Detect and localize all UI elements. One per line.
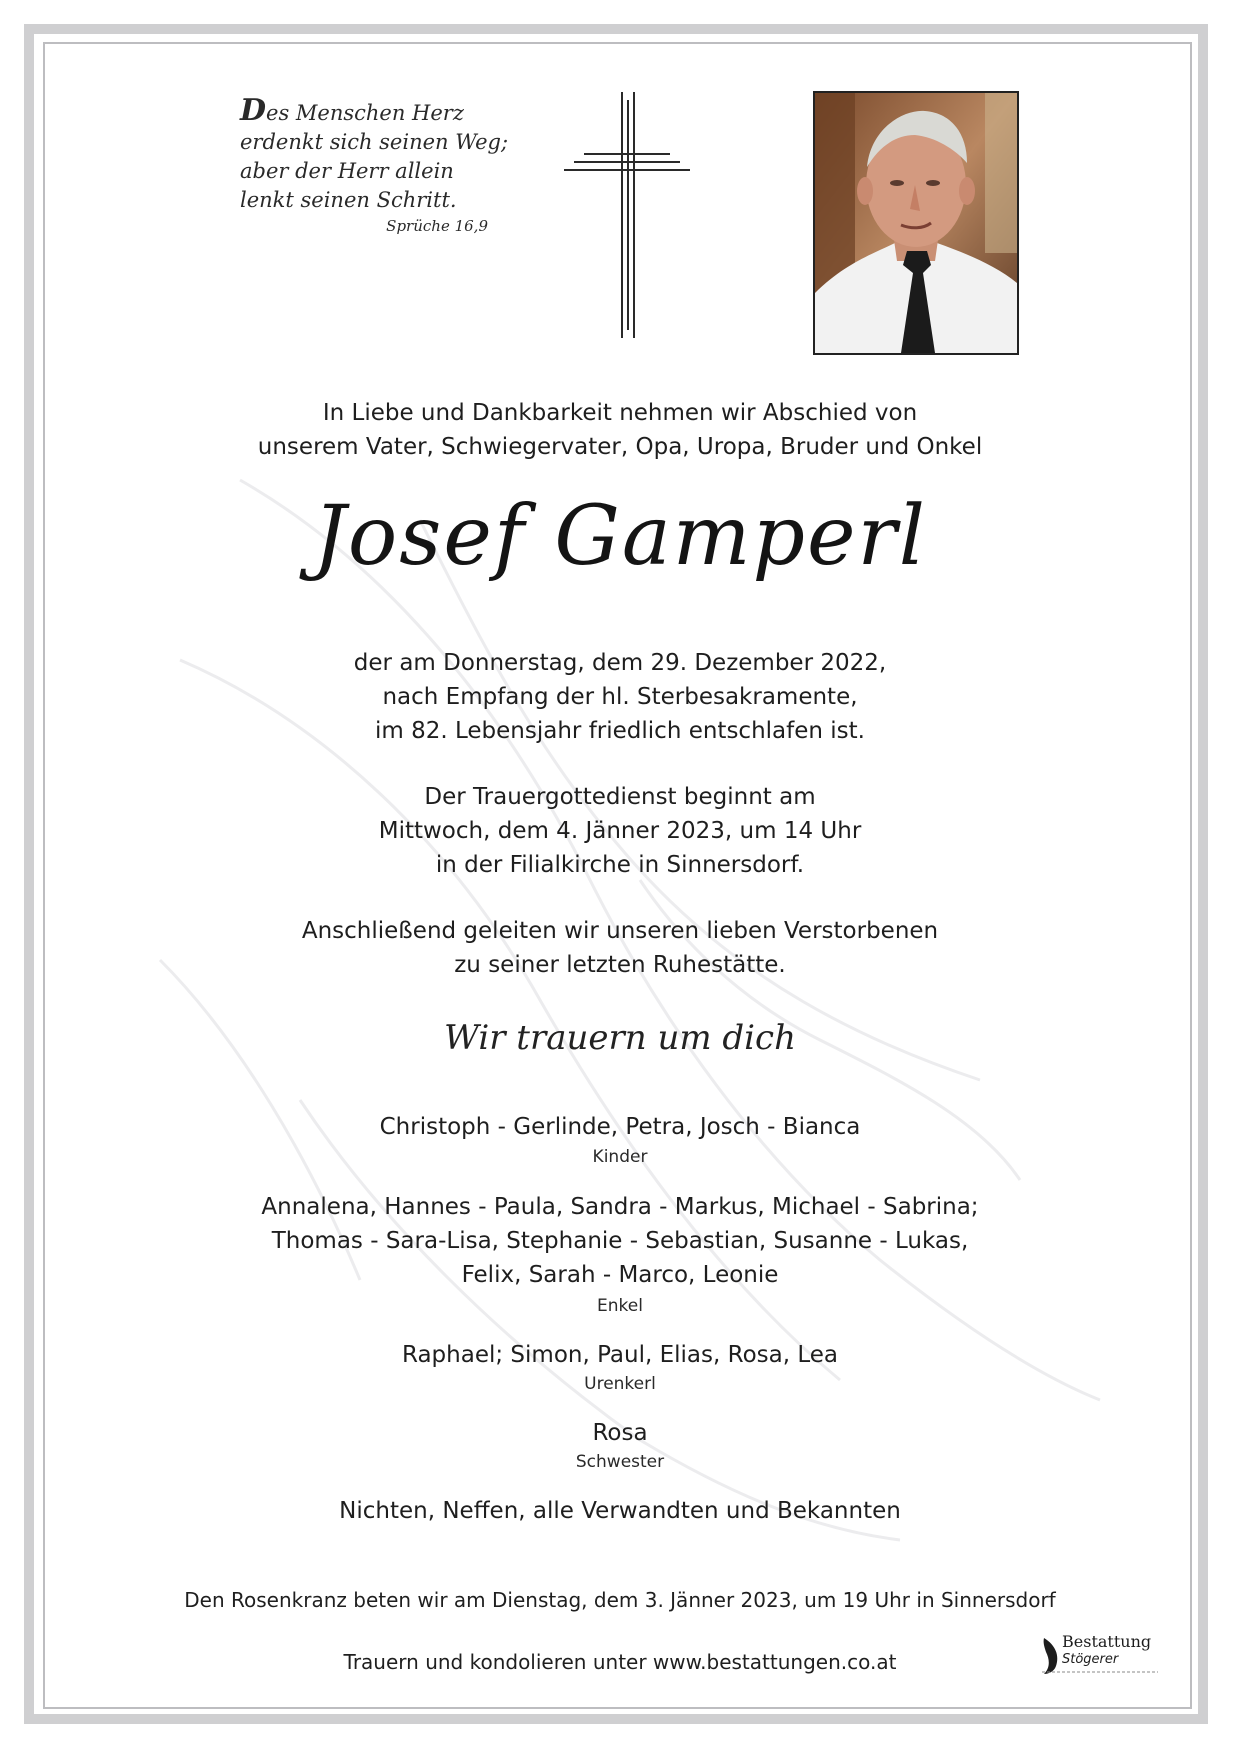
service-line-1: Der Trauergottedienst beginnt am	[424, 784, 816, 810]
portrait-photo	[813, 91, 1019, 355]
logo-line-2: Stögerer	[1062, 1652, 1119, 1667]
death-line-1: der am Donnerstag, dem 29. Dezember 2022,	[353, 650, 887, 676]
great-grandchildren-label: Urenkerl	[584, 1374, 656, 1394]
condolence-notice: Trauern und kondolieren unter www.bestattungen.co.at	[343, 1650, 897, 1674]
bible-verse	[240, 93, 510, 237]
logo-tagline-mark	[1042, 1670, 1158, 1674]
other-mourners: Nichten, Neffen, alle Verwandten und Bekannten	[339, 1498, 901, 1524]
cross-icon	[562, 90, 692, 340]
service-info	[0, 780, 1240, 882]
service-line-3: in der Filialkirche in Sinnersdorf.	[435, 852, 805, 878]
intro-line-1: In Liebe und Dankbarkeit nehmen wir Abschied von	[322, 400, 918, 426]
children-label: Kinder	[592, 1147, 648, 1167]
mourners-grandchildren	[0, 1190, 1240, 1292]
logo-line-1: Bestattung	[1062, 1632, 1152, 1651]
portrait-illustration	[815, 93, 1017, 353]
verse-reference: Sprüche 16,9	[386, 217, 488, 235]
burial-line-2: zu seiner letzten Ruhestätte.	[454, 952, 786, 978]
deceased-name: Josef Gamperl	[313, 489, 927, 584]
intro-text	[0, 396, 1240, 464]
burial-info	[0, 914, 1240, 982]
funeral-home-logo	[1040, 1632, 1160, 1682]
verse-cap-letter: D	[240, 93, 267, 128]
grandchildren-line-2: Thomas - Sara-Lisa, Stephanie - Sebastian, Susanne - Lukas,	[271, 1228, 969, 1254]
great-grandchildren-names: Raphael; Simon, Paul, Elias, Rosa, Lea	[401, 1342, 838, 1368]
children-names: Christoph - Gerlinde, Petra, Josch - Bianca	[379, 1114, 861, 1140]
mourners-children	[0, 1110, 1240, 1144]
sister-label: Schwester	[575, 1452, 665, 1472]
verse-line-4: lenkt seinen Schritt.	[240, 188, 457, 212]
death-notice	[0, 646, 1240, 748]
grandchildren-line-1: Annalena, Hannes - Paula, Sandra - Markus, Michael - Sabrina;	[261, 1194, 979, 1220]
grandchildren-line-3: Felix, Sarah - Marco, Leonie	[461, 1262, 779, 1288]
death-line-2: nach Empfang der hl. Sterbesakramente,	[382, 684, 858, 710]
sister-name: Rosa	[592, 1420, 648, 1446]
mourning-heading: Wir trauern um dich	[444, 1018, 796, 1058]
grandchildren-label: Enkel	[597, 1296, 643, 1316]
verse-line-1: es Menschen Herz	[266, 101, 464, 125]
verse-line-3: aber der Herr allein	[240, 159, 454, 183]
verse-line-2: erdenkt sich seinen Weg;	[240, 130, 509, 154]
rosary-notice: Den Rosenkranz beten wir am Dienstag, dem 3. Jänner 2023, um 19 Uhr in Sinnersdorf	[184, 1588, 1056, 1612]
intro-line-2: unserem Vater, Schwiegervater, Opa, Uropa, Bruder und Onkel	[257, 434, 983, 460]
burial-line-1: Anschließend geleiten wir unseren lieben Verstorbenen	[301, 918, 939, 944]
death-line-3: im 82. Lebensjahr friedlich entschlafen ist.	[375, 718, 865, 744]
service-line-2: Mittwoch, dem 4. Jänner 2023, um 14 Uhr	[378, 818, 862, 844]
